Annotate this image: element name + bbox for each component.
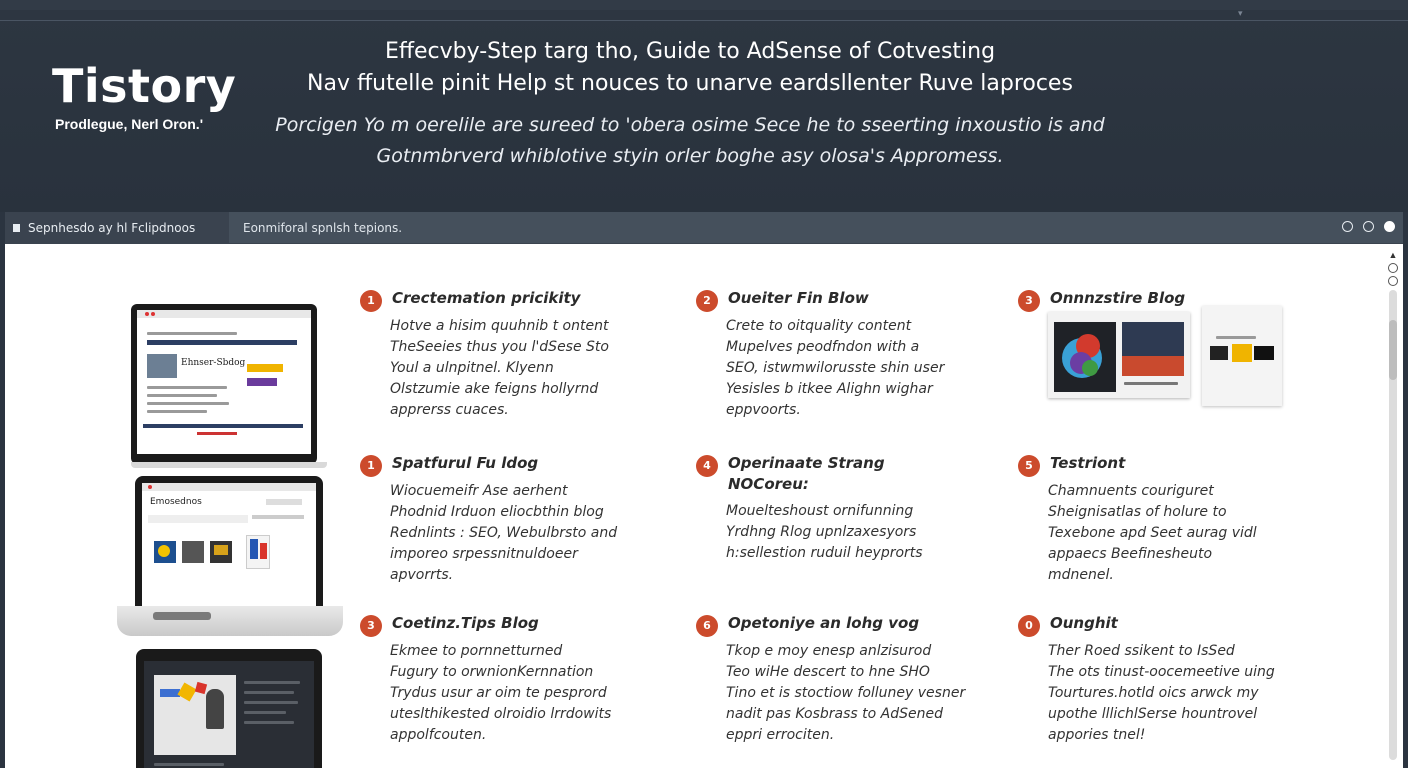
step-description bbox=[726, 316, 986, 421]
tab-active-label: Sepnhesdo ay hl Fclipdnoos bbox=[28, 221, 196, 235]
step-title[interactable]: Onnnzstire Blog bbox=[1050, 289, 1186, 307]
laptop-mockup bbox=[135, 476, 323, 616]
step-title[interactable] bbox=[728, 453, 988, 495]
step-text-line: TheSeeies thus you l'dSese Sto bbox=[390, 339, 609, 355]
tablet-screen bbox=[144, 661, 314, 768]
step-text-line: apprerss cuaces. bbox=[390, 402, 509, 418]
mock-footer bbox=[143, 424, 303, 428]
mock-image bbox=[260, 543, 267, 559]
step-text-line: h:sellestion ruduil heyprorts bbox=[726, 545, 923, 561]
laptop-screen bbox=[142, 483, 316, 609]
step-text-line: nadit pas Kosbrass to AdSened bbox=[726, 706, 944, 722]
step-description bbox=[1048, 641, 1308, 746]
step-number-badge: 4 bbox=[696, 455, 718, 477]
example-thumbnails bbox=[1048, 306, 1288, 406]
step-text-line: Sheignisatlas of holure to bbox=[1048, 504, 1227, 520]
step-text-line: uteslthikested olroidio lrrdowits bbox=[390, 706, 612, 722]
step-description bbox=[1048, 481, 1308, 586]
step-text-line: eppri errociten. bbox=[726, 727, 835, 743]
scrollbar-thumb[interactable] bbox=[1389, 320, 1397, 380]
step-text-line: appories tnel! bbox=[1048, 727, 1146, 743]
minimize-icon[interactable] bbox=[1342, 221, 1353, 232]
step-number-badge: 0 bbox=[1018, 615, 1040, 637]
step-number-badge: 6 bbox=[696, 615, 718, 637]
mock-text-line bbox=[147, 386, 227, 389]
step-title[interactable]: Ounghit bbox=[1050, 614, 1118, 632]
mock-footer-accent bbox=[197, 432, 237, 435]
tab-bar bbox=[5, 212, 1403, 244]
mock-nav bbox=[147, 340, 297, 345]
step-text-line: Phodnid Irduon eliocbthin blog bbox=[390, 504, 604, 520]
window-controls bbox=[1342, 221, 1395, 235]
mock-image bbox=[214, 545, 228, 555]
step-text-line: appaecs Beefinesheuto bbox=[1048, 546, 1213, 562]
laptop-base bbox=[117, 606, 343, 636]
step-text-line: upothe lllichlSerse hountrovel bbox=[1048, 706, 1258, 722]
step-text-line: Rednlints : SEO, Webulbrsto and bbox=[390, 525, 618, 541]
page-title-line-2: Nav ffutelle pinit Help st nouces to unarve eardsllenter Ruve laproces bbox=[307, 71, 1073, 96]
mock-text-line bbox=[154, 763, 224, 766]
mock-text-line bbox=[244, 701, 298, 704]
step-text-line: Trydus usur ar oim te pesprord bbox=[390, 685, 607, 701]
hero-banner bbox=[0, 0, 1408, 212]
mock-text-line bbox=[147, 402, 229, 405]
mock-text-line bbox=[147, 394, 217, 397]
mock-cta bbox=[247, 378, 277, 386]
step-text-line: SEO, istwmwilorusste shin user bbox=[726, 360, 945, 376]
step-number-badge: 3 bbox=[1018, 290, 1040, 312]
step-number-badge: 1 bbox=[360, 290, 382, 312]
step-title[interactable]: Crectemation pricikity bbox=[392, 289, 581, 307]
step-description bbox=[726, 501, 986, 564]
step-title-line: NOCoreu: bbox=[728, 475, 809, 493]
page-title-line-1: Effecvby-Step targ tho, Guide to AdSense of Cotvesting bbox=[384, 39, 996, 64]
page-subtitle bbox=[270, 110, 1110, 172]
mock-text-line bbox=[244, 711, 286, 714]
tab-second-label: Eonmiforal spnlsh tepions. bbox=[243, 221, 403, 235]
mock-text-line bbox=[147, 332, 237, 335]
step-number-badge: 1 bbox=[360, 455, 382, 477]
step-description bbox=[390, 641, 650, 746]
thumbnail-image[interactable] bbox=[1202, 306, 1282, 406]
mock-figure bbox=[206, 689, 224, 729]
mock-dot bbox=[145, 312, 149, 316]
collapse-caret-icon[interactable]: ▾ bbox=[1238, 8, 1243, 18]
step-text-line: Ther Roed ssikent to IsSed bbox=[1048, 643, 1235, 659]
step-text-line: Mouelteshoust ornifunning bbox=[726, 503, 914, 519]
step-description bbox=[390, 316, 650, 421]
step-text-line: eppvoorts. bbox=[726, 402, 801, 418]
scroll-up-icon[interactable]: ▲ bbox=[1388, 250, 1398, 260]
mock-text-line bbox=[1216, 336, 1256, 339]
mock-image bbox=[250, 539, 258, 559]
close-icon[interactable] bbox=[1384, 221, 1395, 232]
mock-image bbox=[147, 354, 177, 378]
mock-row bbox=[148, 515, 248, 523]
step-text-line: imporeo srpessnitnuldoeer bbox=[390, 546, 578, 562]
step-description bbox=[726, 641, 986, 746]
page-subtitle-line-1: Porcigen Yo m oerelile are sureed to 'obera osime Sece he to sseerting inxoustio is and bbox=[275, 114, 1105, 136]
scroll-option-icon[interactable] bbox=[1388, 263, 1398, 273]
step-text-line: appolfcouten. bbox=[390, 727, 487, 743]
step-text-line: The ots tinust-oocemeetive uing bbox=[1048, 664, 1275, 680]
step-text-line: Texebone apd Seet aurag vidl bbox=[1048, 525, 1257, 541]
mock-image bbox=[182, 541, 204, 563]
mock-browser-bar bbox=[142, 483, 316, 491]
step-description bbox=[390, 481, 650, 586]
page-icon bbox=[13, 224, 20, 232]
monitor-mockup bbox=[131, 304, 317, 464]
mock-browser-bar bbox=[137, 310, 311, 318]
thumb-shape bbox=[1254, 346, 1274, 360]
mock-headline: Ehnser-Sbdog bbox=[181, 358, 246, 368]
step-text-line: Youl a ulnpitnel. Klyenn bbox=[390, 360, 554, 376]
laptop-trackpad bbox=[153, 612, 211, 620]
hero-divider bbox=[0, 20, 1408, 21]
mock-row bbox=[252, 515, 304, 519]
step-text-line: Teo wiHe descert to hne SHO bbox=[726, 664, 930, 680]
mock-cta bbox=[247, 364, 283, 372]
thumbnail-image[interactable] bbox=[1048, 312, 1190, 398]
vertical-scrollbar[interactable] bbox=[1387, 250, 1399, 766]
step-text-line: mdnenel. bbox=[1048, 567, 1114, 583]
step-text-line: Crete to oitquality content bbox=[726, 318, 912, 334]
step-text-line: apvorrts. bbox=[390, 567, 454, 583]
page-subtitle-line-2: Gotnmbrverd whiblotive styin orler boghe asy olosa's Appromess. bbox=[376, 145, 1004, 167]
step-text-line: Olstzumie ake feigns hollyrnd bbox=[390, 381, 599, 397]
scroll-option-icon[interactable] bbox=[1388, 276, 1398, 286]
mock-image bbox=[158, 545, 170, 557]
step-text-line: Fugury to orwnionKernnation bbox=[390, 664, 594, 680]
mock-text-line bbox=[1124, 382, 1178, 385]
step-text-line: Ekmee to pornnetturned bbox=[390, 643, 563, 659]
mock-text-line bbox=[244, 691, 294, 694]
step-text-line: Mupelves peodfndon with a bbox=[726, 339, 920, 355]
mock-dot bbox=[148, 485, 152, 489]
monitor-screen bbox=[137, 310, 311, 454]
thumb-shape bbox=[1082, 360, 1098, 376]
page-title bbox=[270, 36, 1110, 100]
step-title-line: Operinaate Strang bbox=[728, 454, 885, 472]
step-number-badge: 2 bbox=[696, 290, 718, 312]
step-number-badge: 3 bbox=[360, 615, 382, 637]
step-title[interactable]: Spatfurul Fu ldog bbox=[392, 454, 539, 472]
browser-window bbox=[5, 212, 1403, 768]
tab-second[interactable] bbox=[243, 212, 402, 244]
step-text-line: Wiocuemeifr Ase aerhent bbox=[390, 483, 568, 499]
mock-text-line bbox=[244, 721, 294, 724]
step-text-line: Yrdhng Rlog upnlzaxesyors bbox=[726, 524, 917, 540]
mock-text-line bbox=[147, 410, 207, 413]
thumb-shape bbox=[1210, 346, 1228, 360]
step-text-line: Chamnuents couriguret bbox=[1048, 483, 1214, 499]
thumb-panel bbox=[1122, 356, 1184, 376]
step-title[interactable]: Coetinz.Tips Blog bbox=[392, 614, 539, 632]
tablet-mockup bbox=[136, 649, 322, 768]
mock-button bbox=[266, 499, 302, 505]
step-text-line: Hotve a hisim quuhnib t ontent bbox=[390, 318, 609, 334]
step-title[interactable]: Opetoniye an lohg vog bbox=[728, 614, 920, 632]
thumb-panel bbox=[1122, 322, 1184, 356]
mock-headline: Emosednos bbox=[150, 497, 202, 507]
brand-logo[interactable]: Tistory bbox=[52, 59, 237, 113]
step-text-line: Tkop e moy enesp anlzisurod bbox=[726, 643, 932, 659]
step-text-line: Yesisles b itkee Alighn wighar bbox=[726, 381, 933, 397]
monitor-stand bbox=[131, 462, 327, 468]
brand-tagline: Prodlegue, Nerl Oron.' bbox=[55, 116, 204, 132]
step-title[interactable]: Testriont bbox=[1050, 454, 1126, 472]
step-title[interactable]: Oueiter Fin Blow bbox=[728, 289, 869, 307]
step-text-line: Tourtures.hotld oics arwck my bbox=[1048, 685, 1259, 701]
maximize-icon[interactable] bbox=[1363, 221, 1374, 232]
mock-dot bbox=[151, 312, 155, 316]
tab-active[interactable] bbox=[5, 212, 229, 244]
brand-block bbox=[52, 58, 242, 132]
scrollbar-track[interactable] bbox=[1389, 290, 1397, 760]
mock-text-line bbox=[244, 681, 300, 684]
step-number-badge: 5 bbox=[1018, 455, 1040, 477]
thumb-shape bbox=[1232, 344, 1252, 362]
step-text-line: Tino et is stoctiow folluney vesner bbox=[726, 685, 966, 701]
